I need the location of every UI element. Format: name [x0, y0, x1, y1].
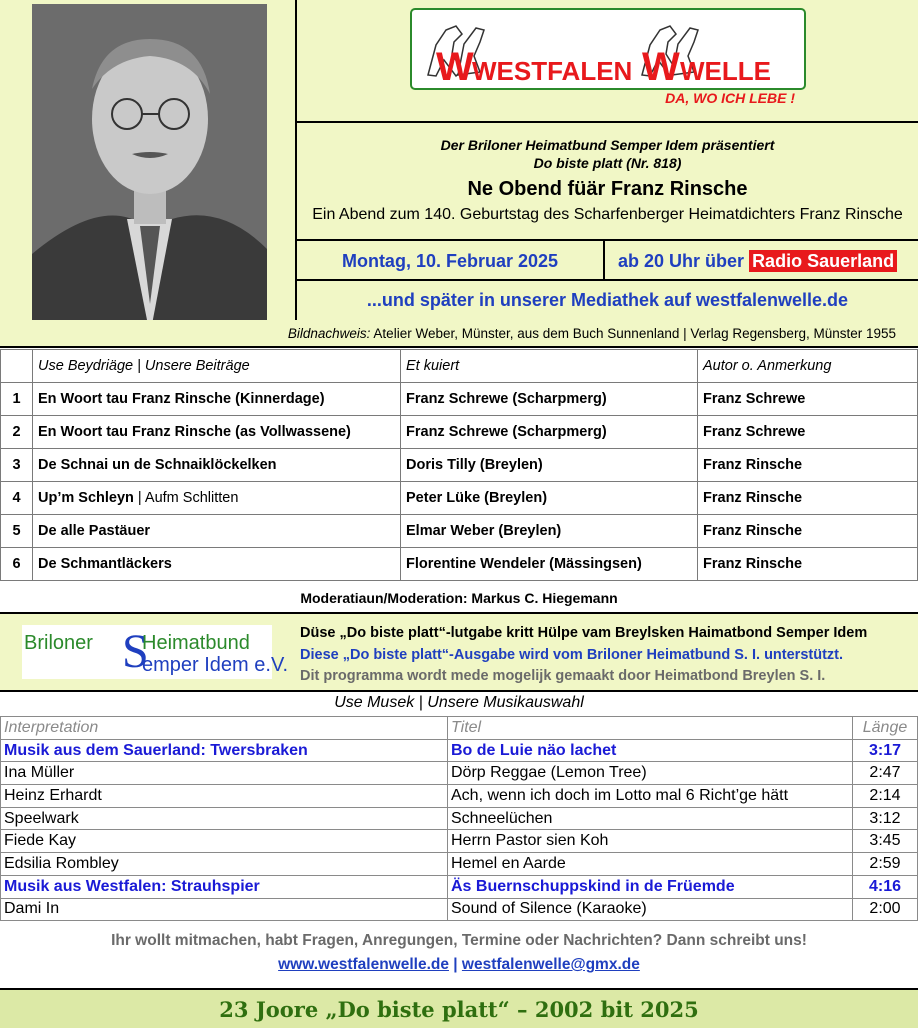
artist: Musik aus Westfalen: Strauhspier	[1, 875, 448, 898]
page-title: Ne Obend füär Franz Rinsche	[467, 178, 748, 200]
song-title: Bo de Luie näo lachet	[448, 739, 853, 762]
row-number: 4	[1, 482, 33, 515]
title-translation: | Aufm Schlitten	[133, 490, 239, 506]
author: Franz Rinsche	[698, 482, 918, 515]
svg-text:W: W	[642, 45, 680, 89]
speaker: Franz Schrewe (Scharpmerg)	[401, 416, 698, 449]
contribution-title	[33, 548, 401, 581]
artist: Fiede Kay	[1, 830, 448, 853]
table-row	[1, 853, 918, 876]
row-number: 3	[1, 449, 33, 482]
song-length: 2:14	[853, 785, 918, 808]
divider-line	[295, 239, 918, 241]
author: Franz Schrewe	[698, 416, 918, 449]
broadcast-time	[618, 251, 897, 272]
logo-tagline: DA, WO ICH LEBE !	[665, 90, 795, 106]
song-title: Ach, wenn ich doch im Lotto mal 6 Richt’ge hätt	[448, 785, 853, 808]
table-row	[1, 548, 918, 581]
episode-line: Do biste platt (Nr. 818)	[533, 155, 682, 171]
song-length: 2:47	[853, 762, 918, 785]
table-row	[1, 449, 918, 482]
row-number: 2	[1, 416, 33, 449]
author: Franz Rinsche	[698, 449, 918, 482]
song-length: 2:00	[853, 898, 918, 921]
svg-text:S: S	[122, 625, 149, 678]
title-main: De Schmantläckers	[38, 556, 172, 572]
song-title: Schneelüchen	[448, 807, 853, 830]
song-title: Hemel en Aarde	[448, 853, 853, 876]
artist: Dami In	[1, 898, 448, 921]
table-cell	[1, 350, 33, 383]
table-row	[1, 482, 918, 515]
song-title: Äs Buernschuppskind in de Früemde	[448, 875, 853, 898]
contribution-title	[33, 515, 401, 548]
row-number: 1	[1, 383, 33, 416]
credit-text: Atelier Weber, Münster, aus dem Buch Sunnenland | Verlag Regensberg, Münster 1955	[370, 326, 896, 341]
divider-line	[295, 121, 918, 123]
support-plattdeutsch: Düse „Do biste platt“-lutgabe kritt Hülpe vam Breylsken Haimatbond Semper Idem	[300, 625, 868, 641]
table-row	[1, 416, 918, 449]
title-main: De alle Pastäuer	[38, 523, 151, 539]
mediathek-link[interactable]: ...und später in unserer Mediathek auf westfalenwelle.de	[366, 290, 849, 310]
divider-line	[295, 279, 918, 281]
table-row	[1, 785, 918, 808]
presenter-block	[297, 136, 918, 172]
title-main: En Woort tau Franz Rinsche (as Vollwassene)	[38, 424, 351, 440]
contribution-title	[33, 449, 401, 482]
table-row	[1, 762, 918, 785]
title-main: En Woort tau Franz Rinsche (Kinnerdage)	[38, 391, 325, 407]
footer-banner: 23 Joore „Do biste platt“ – 2002 bit 2025	[0, 988, 918, 1028]
table-row	[1, 830, 918, 853]
song-length: 2:59	[853, 853, 918, 876]
table-header: Interpretation	[1, 717, 448, 740]
westfalenwelle-logo	[410, 8, 806, 112]
credit-label: Bildnachweis:	[287, 326, 371, 341]
contributions-table	[0, 349, 918, 581]
artist: Musik aus dem Sauerland: Twersbraken	[1, 739, 448, 762]
song-length: 3:45	[853, 830, 918, 853]
speaker: Franz Schrewe (Scharpmerg)	[401, 383, 698, 416]
table-header-row	[1, 717, 918, 740]
song-length: 3:12	[853, 807, 918, 830]
logo-word-2: Heimatbund	[142, 632, 250, 654]
song-length: 4:16	[853, 875, 918, 898]
broadcast-date: Montag, 10. Februar 2025	[341, 251, 559, 271]
contact-text: Ihr wollt mitmachen, habt Fragen, Anregungen, Termine oder Nachrichten? Dann schreibt uns!	[111, 932, 807, 949]
speaker: Peter Lüke (Breylen)	[401, 482, 698, 515]
speaker: Florentine Wendeler (Mässingsen)	[401, 548, 698, 581]
presenter-line: Der Briloner Heimatbund Semper Idem präsentiert	[440, 137, 775, 153]
logo-word-3: emper Idem e.V.	[142, 654, 289, 676]
table-row	[1, 875, 918, 898]
contact-links	[0, 956, 918, 974]
page-subtitle: Ein Abend zum 140. Geburtstag des Scharfenberger Heimatdichters Franz Rinsche	[312, 206, 903, 223]
contribution-title	[33, 383, 401, 416]
table-header: Use Beydriäge | Unsere Beiträge	[33, 350, 401, 383]
artist: Speelwark	[1, 807, 448, 830]
date-divider	[603, 241, 605, 279]
table-header: Et kuiert	[401, 350, 698, 383]
logo-word-1: Briloner	[24, 632, 93, 654]
table-row	[1, 739, 918, 762]
table-header: Autor o. Anmerkung	[698, 350, 918, 383]
speaker: Doris Tilly (Breylen)	[401, 449, 698, 482]
artist: Edsilia Rombley	[1, 853, 448, 876]
heimatbund-logo	[22, 625, 289, 679]
title-main: Up’m Schleyn	[38, 490, 134, 506]
song-title: Sound of Silence (Karaoke)	[448, 898, 853, 921]
moderation-line: Moderatiaun/Moderation: Markus C. Hiegemann	[0, 582, 918, 614]
music-heading: Use Musek | Unsere Musikauswahl	[334, 694, 584, 711]
table-row	[1, 807, 918, 830]
row-number: 6	[1, 548, 33, 581]
table-header: Titel	[448, 717, 853, 740]
photo-credit	[288, 326, 896, 341]
svg-text:W: W	[436, 45, 474, 89]
row-number: 5	[1, 515, 33, 548]
song-title: Dörp Reggae (Lemon Tree)	[448, 762, 853, 785]
time-prefix: ab 20 Uhr über	[618, 251, 745, 271]
song-title: Herrn Pastor sien Koh	[448, 830, 853, 853]
portrait-photo	[32, 4, 267, 335]
table-header: Länge	[853, 717, 918, 740]
table-row	[1, 898, 918, 921]
table-row	[1, 383, 918, 416]
logo-text-1: WESTFALEN	[472, 56, 633, 86]
title-main: De Schnai un de Schnaiklöckelken	[38, 457, 277, 473]
music-table	[0, 716, 918, 921]
radio-station-badge: Radio Sauerland	[749, 250, 897, 272]
contribution-title	[33, 416, 401, 449]
support-hochdeutsch: Diese „Do biste platt“-Ausgabe wird vom Briloner Heimatbund S. I. unterstützt.	[300, 647, 844, 663]
table-row	[1, 515, 918, 548]
author: Franz Rinsche	[698, 548, 918, 581]
table-header-row	[1, 350, 918, 383]
artist: Ina Müller	[1, 762, 448, 785]
speaker: Elmar Weber (Breylen)	[401, 515, 698, 548]
link-separator: |	[448, 956, 462, 973]
song-length: 3:17	[853, 739, 918, 762]
author: Franz Schrewe	[698, 383, 918, 416]
support-niederlaendisch: Dit programma wordt mede mogelijk gemaakt door Heimatbond Breylen S. I.	[300, 668, 826, 684]
author: Franz Rinsche	[698, 515, 918, 548]
artist: Heinz Erhardt	[1, 785, 448, 808]
logo-text-2: WELLE	[680, 56, 771, 86]
contribution-title	[33, 482, 401, 515]
email-link[interactable]: westfalenwelle@gmx.de	[461, 956, 640, 973]
website-link[interactable]: www.westfalenwelle.de	[278, 956, 449, 973]
